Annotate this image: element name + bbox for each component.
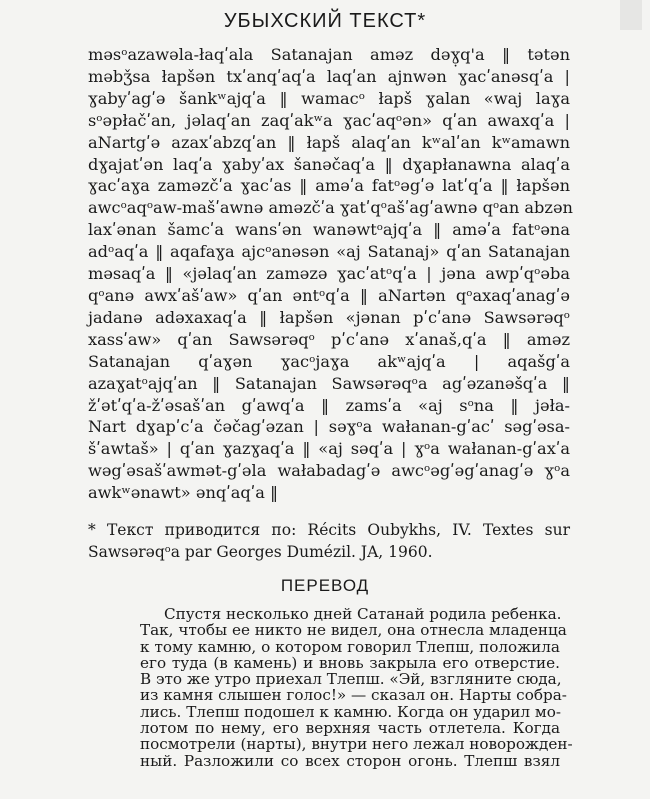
ubykh-text-block: [88, 44, 573, 504]
text-line: awcᵒaqᵒaw-mašʹawnə aməzčʹa ɣatʹqᵒašʹagʹawnə qᵒan abzən: [88, 198, 573, 218]
footnote-line: * Текст приводится по: Récits Oubykhs, IV. Textes sur: [88, 521, 570, 539]
translation-line: Так, чтобы ее никто не видел, она отнесла младенца: [140, 621, 567, 640]
footnote: [88, 519, 570, 563]
translation-line: В это же утро приехал Тлепш. «Эй, взгляните сюда,: [140, 670, 562, 689]
page-title: УБЫХСКИЙ ТЕКСТ*: [223, 10, 427, 32]
footnote-line: Sawsərəqᵒa par Georges Dumézil. JA, 1960.: [88, 543, 433, 561]
translation-line: посмотрели (нарты), внутри него лежал новорожден-: [140, 735, 573, 754]
translation-line: его туда (в камень) и вновь закрыла его отверстие.: [140, 653, 560, 672]
text-line: laxʹənan šamcʹa wansʹən wanəwtᵒajqʹa ‖ aməʹa fatᵒəna: [88, 220, 570, 240]
text-line: ɣabyʹagʹə šankʷajqʹa ‖ wamacᵒ łapš ɣalan «waj laɣa: [88, 88, 570, 108]
section-heading-translation: ПЕРЕВОД: [280, 576, 370, 595]
text-line: šʹawtaš» | qʹan ɣazɣaqʹa ‖ «aj səqʹa | ɣᵒa wałanan-gʹaxʹa: [88, 439, 570, 459]
text-line: məsᵒazawəla-łaqʹala Satanajan aməz dəɣ̣q'a ‖ tətən: [88, 45, 570, 64]
translation-line: лотом по нему, его верхняя часть отлетела. Когда: [140, 719, 560, 738]
text-line: aNartgʹə azaxʹabzqʹan ‖ łapš alaqʹan kʷalʹan kʷamawn: [88, 132, 570, 152]
text-line: məbǯsa łapšən txʹanqʹaqʹa laqʹan ajnwən ɣacʹanəsqʹa |: [88, 66, 570, 86]
translation-line: из камня слышен голос!» — сказал он. Нарты собра-: [140, 686, 567, 705]
translation-line: ный. Разложили со всех сторон огонь. Тлепш взял: [140, 751, 560, 770]
text-line: xassʹaw» qʹan Sawsərəqᵒ pʹcʹanə xʹanaš,qʹa ‖ aməz: [88, 329, 570, 349]
text-line: dɣajatʹən laqʹa ɣabyʹax šanəčaqʹa ‖ dɣapłanawna alaqʹa: [88, 154, 570, 174]
translation-line: лись. Тлепш подошел к камню. Когда он ударил мо-: [140, 702, 561, 721]
text-line: adᵒaqʹa ‖ aqafaɣa ajcᵒanəsən «aj Satanaj» qʹan Satanajan: [88, 242, 570, 262]
text-line: sᵒəpłačʹan, jəlaqʹan zaqʹakʷa ɣacʹaqᵒən» qʹan awaxqʹa |: [88, 110, 570, 130]
text-line: ɣacʹaɣa zaməzčʹa ɣacʹas ‖ aməʹa fatᵒəgʹə latʹqʹa ‖ łapšən: [88, 176, 570, 196]
text-line: awkʷənawt» ənqʹaqʹa ‖: [88, 483, 279, 503]
text-line: məsaqʹa ‖ «jəlaqʹan zaməzə ɣacʹatᵒqʹa | jəna awpʹqᵒəba: [88, 264, 570, 284]
text-line: Nart dɣapʹcʹa čəčagʹəzan | səɣᵒa wałanan-gʹacʹ səgʹəsa-: [88, 417, 570, 437]
text-line: wəgʹəsašʹawmət-gʹəla wałabadagʹə awcᵒəgʹəgʹanagʹə ɣᵒa: [88, 461, 570, 481]
text-line: žʹətʹqʹa-žʹəsašʹan gʹawqʹa ‖ zamsʹa «aj sᵒna ‖ jəła-: [88, 395, 570, 415]
translation-line: к тому камню, о котором говорил Тлепш, положила: [140, 637, 560, 656]
text-line: azaɣatᵒajqʹan ‖ Satanajan Sawsərəqᵒa agʹəzanəšqʹa ‖: [88, 373, 570, 393]
text-line: Satanajan qʹaɣən ɣacᵒjaɣa akʷajqʹa | aqašgʹa: [88, 351, 570, 371]
text-line: jadanə adəxaxaqʹa ‖ łapšən «jənan pʹcʹanə Sawsərəqᵒ: [88, 307, 570, 327]
text-line: qᵒanə awxʹašʹaw» qʹan əntᵒqʹa ‖ aNartən qᵒaxaqʹanagʹə: [88, 285, 570, 305]
translation-text-block: [140, 605, 573, 770]
translation-line: Спустя несколько дней Сатанай родила ребенка.: [164, 605, 562, 623]
